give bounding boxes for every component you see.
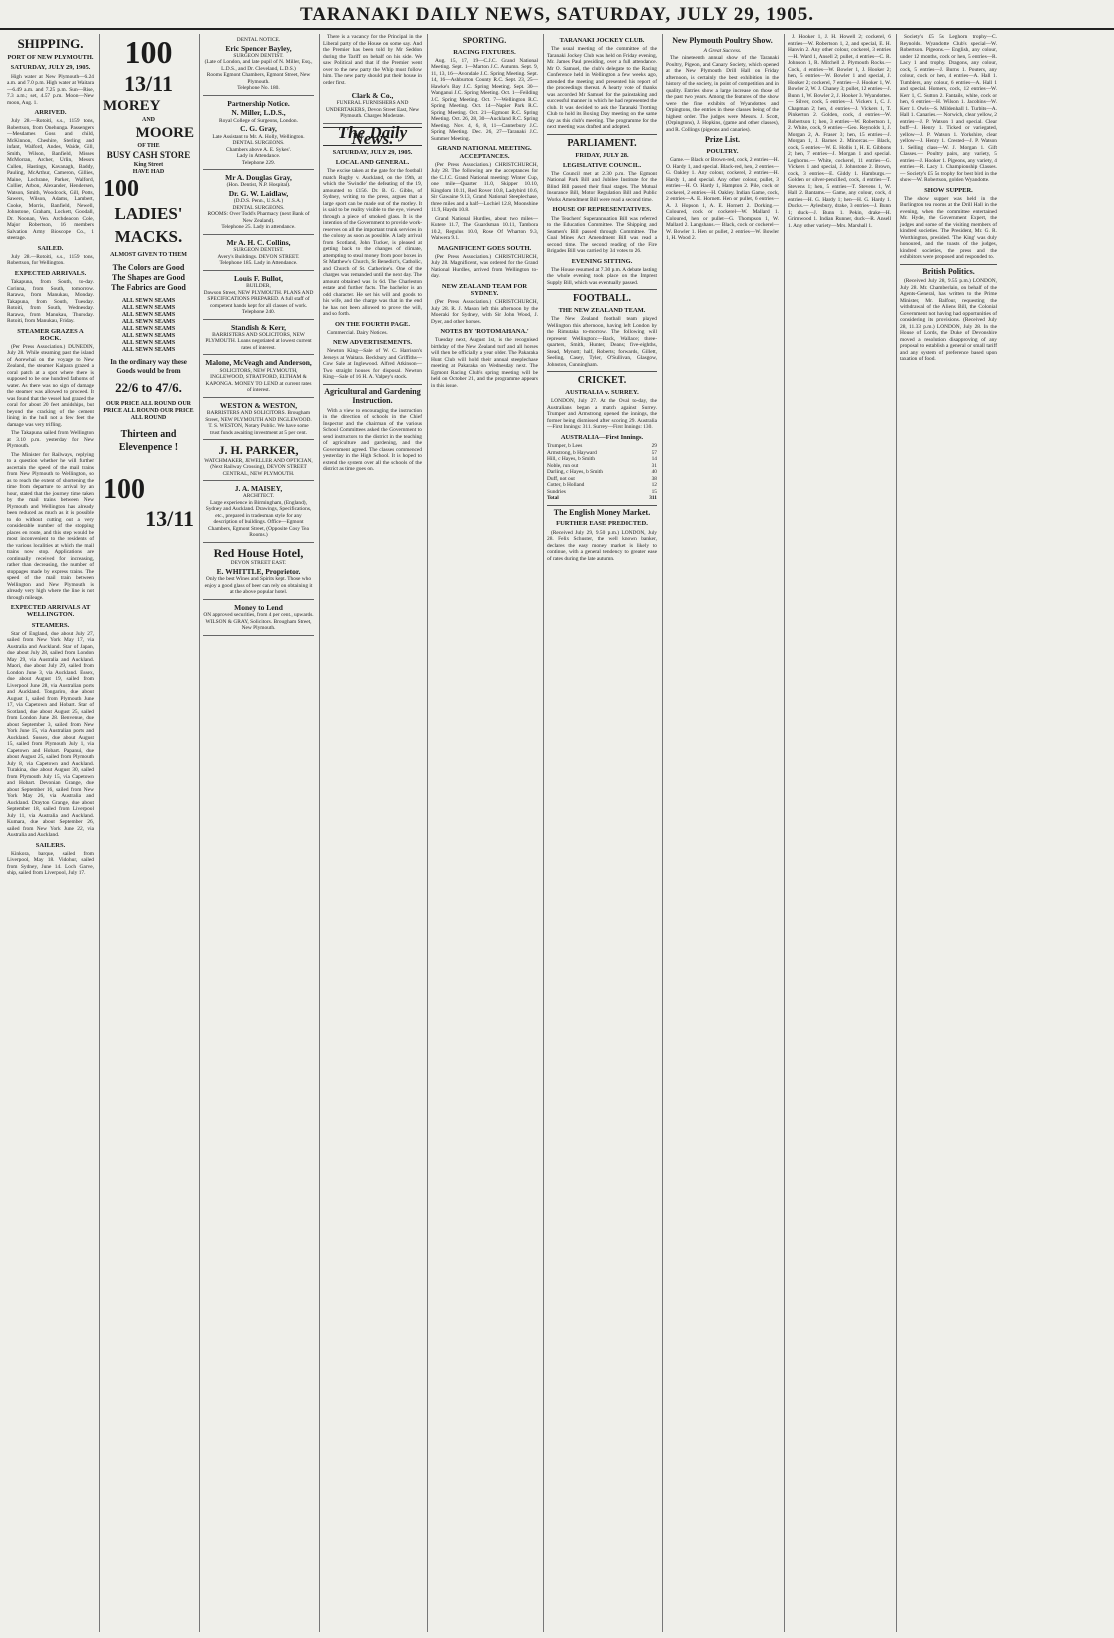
divider xyxy=(900,264,997,265)
batsman: Duff, not out xyxy=(547,475,575,482)
arrived-heading: ARRIVED. xyxy=(34,109,67,117)
redhouse-name: Red House Hotel, xyxy=(213,545,304,560)
sailers-text: Kinkora, barque, sailed from Liverpool, May 18. Vidohur, sailed from Sydney, June 14. Loch Garve, ship, sailed from Liverpool, July 17. xyxy=(7,850,94,877)
advert-money xyxy=(203,600,314,636)
innings-heading: AUSTRALIA—First Innings. xyxy=(560,433,644,441)
poultry-heading: New Plymouth Poultry Show. xyxy=(672,36,773,45)
douglas-gray-name: Mr A. Douglas Gray, xyxy=(225,173,292,182)
telephone-text: Telephone 25. Lady in attendance. xyxy=(221,224,296,231)
column-professional-cards xyxy=(199,34,317,1632)
runs: 38 xyxy=(651,475,657,482)
advert-our-price: OUR PRICE ALL ROUND OUR PRICE ALL ROUND OUR PRICE ALL ROUND xyxy=(103,400,194,421)
batsman: Darling, c Hayes, b Smith xyxy=(547,469,603,476)
sailed-heading: SAILED. xyxy=(37,244,64,252)
local-heading: LOCAL AND GENERAL. xyxy=(335,159,410,167)
advert-thirteen-eleven: Thirteen and Elevenpence ! xyxy=(118,428,179,453)
sailers-heading: SAILERS. xyxy=(35,841,66,849)
divider xyxy=(547,289,657,290)
parker-name: J. H. PARKER, xyxy=(218,443,299,458)
advert-seams-line: ALL SEWN SEAMS xyxy=(121,318,176,325)
advert-maisey xyxy=(203,481,314,543)
clark-name: Clark & Co., xyxy=(351,91,394,100)
council-text: The Council met at 2.30 p.m. The Egmont National Park Bill and Jubilee Institute for the Blind Bill passed their final stages. The Mutual Insurance Bill, Motor Regulation Bill and Public Works Amendment Bill were read a second time. xyxy=(547,170,657,203)
advert-almost-given: ALMOST GIVEN TO THEM xyxy=(110,251,187,258)
shipping-date: SATURDAY, JULY 29, 1905. xyxy=(10,64,91,72)
steamers-text: Star of England, due about July 27, sailed from New York May 17, via Australia and Auckland. Star of Japan, due about July 28, sailed from London May 29, via Australia and Auckland. Maori, due about July 29, sailed from London June 3, via Auckland. Essex, due about August 19, sailed from Liverpool June 28, via Australian ports and Auckland. Tongariro, due about August 1, sailed from Plymouth June 17, via Capetown and Hobart. Star of Scotland, due about August 25, sailed from London June 28. Benvenue, due about September 3, sailed from New York June 15, via Australian ports and Auckland. Sussex, due about August 15, sailed from Plymouth July 1, via Capetown and Hobart. Papanui, due about August 25, sailed from Plymouth July 8, via Capetown and Auckland. Turakina, due about August 30, sailed from Plymouth July 15, via Capetown and Hobart. Devonian Grange, due about September 16, sailed from New York May 26, via Australia and Auckland. Drayton Grange, due about September 18, sailed from Liverpool July 11, via Australia and Auckland. Kumara, due about September 26, sailed from New York June 22, via Australia and Auckland. xyxy=(7,630,94,839)
runs: 40 xyxy=(651,469,657,476)
redhouse-body: DEVON STREET EAST. xyxy=(230,560,287,567)
poultry-subheading: A Great Success. xyxy=(703,47,742,54)
runs: 311 xyxy=(649,495,657,502)
advert-shapes: The Shapes are Good xyxy=(112,273,185,283)
runs: 12 xyxy=(651,482,657,489)
batsman: Total xyxy=(547,495,559,502)
racing-fixtures-heading: RACING FIXTURES. xyxy=(453,48,516,56)
poultry-text: The nineteenth annual show of the Taranaki Poultry, Pigeon, and Canary Society, which opened at the New Plymouth Drill Hall on Friday afternoon, is certainly the best exhibition in the history of the society, in point of competition and in quality. Entries show a large increase on those of the past two years. Among the features of the show were the fine exhibits of Wyandottes and Orpingtons, the entries in these classes being of the highest order. The judges were Messrs. J. Scott, (Orpingtons), J. Hopkins, (game and other classes), and R. Collings (pigeons and canaries). xyxy=(666,55,779,133)
runs: 29 xyxy=(651,443,657,450)
column-shipping xyxy=(4,34,97,1632)
column-sporting xyxy=(427,34,541,1632)
poultry-section-heading: POULTRY. xyxy=(706,148,739,156)
column-prize-list xyxy=(784,34,894,1632)
batsman: Noble, run out xyxy=(547,462,579,469)
divider xyxy=(547,134,657,135)
maisey-name: J. A. MAISEY, xyxy=(234,484,283,494)
runs: 15 xyxy=(651,488,657,495)
football-heading: FOOTBALL. xyxy=(572,293,632,305)
parliament-date: FRIDAY, JULY 28. xyxy=(575,151,629,159)
house-text: The Teachers' Superannuation Bill was referred to the Education Committee. The Shipping and Seamen's Bill passed through Committee. The Coal Mines Act Amendment Bill was read a second time. The second reading of the Fire Brigades Bill was carried by 34 votes to 26. xyxy=(547,215,657,255)
advert-bayley xyxy=(203,34,314,96)
advert-red-house xyxy=(203,543,314,600)
bullot-role: BUILDER, xyxy=(246,283,271,289)
council-heading: LEGISLATIVE COUNCIL. xyxy=(562,161,642,169)
dental-surgeons-label: DENTAL SURGEONS. xyxy=(232,140,285,146)
advert-number-100-third: 100 xyxy=(103,473,145,505)
expected-heading: EXPECTED ARRIVALS. xyxy=(14,269,87,277)
prize-list-continued: J. Hooker 1, J. H. Howell 2; cockerel, 6 entries—W. Robertson 1, 2, and special, E. H. Hanvin 2. Any other colour, cockerel, 3 entries—H. Ward 1, Ansell 2; pullet, 4 entries—C. R. Johnson 1, R. Mitchell 2. Plymouth Rocks.— Cock, 4 entries—W. Bowler 1, J. Hooker 2; hen, 5 entries—W. Bowler 1 and special, J. Hooker 2; cockerel, 7 entries—J. Hooker 1, W. Bowler 2, W. J. Chaney 3; pullet, 12 entries—J. Bunn 1, W. Bowler 2, J. Hooker 3. Wyandottes.— Silver, cock, 5 entries—J. Vickers 1, C. J. Chapman 2; hen, 4 entries—J. Vickers 1, T. Pinkerton 2. Golden, cock, 4 entries—W. Robertson 1; hen, 3 entries—W. Robertson 1, 2. White, cock, 9 entries—Geo. Reynolds 1, J. Morgan 2, A. Fraser 3; hen, 15 entries—J. Morgan 1, J. Barnes 2. Minorcas.— Black, cock, 5 entries—W. E. Hollis 1, H. E. Gibbons 2; hen, 7 entries—J. Morgan 1 and special. Leghorns.— White, cockerel, 11 entries—G. Vickers 1 and special, J. Johnstone 2. Brown, cock, 3 entries—E. Giddy 1. Hamburgs.— Golden or silver-pencilled, cock, 4 entries—T. Stevens 1; hen, 5 entries—T. Stevens 1, W. Hall 2. Bantams.— Game, any colour, cock, 4 entries—H. G. Hardy 1; hen—H. G. Hardy 1. Ducks.— Aylesbury, drake, 3 entries—J. Bunn 1; duck—J. Bunn 1. Pekin, drake—H. Grimwood 1. Indian Runner, duck—R. Ansell 1. Any other variety—Mrs. Marshall 1. xyxy=(788,34,891,229)
standish-name: Standish & Kerr, xyxy=(231,322,286,332)
notes-text: Tuesday next, August 1st, is the recognised birthday of the New Zealand turf and all horses will then be officially a year older. The Pakaraka Hunt Club will hold their annual steeplechase meeting at Pakaraka on Wednesday next. The Egmont Racing Club's spring meeting will be held on October 21, and the programme appears in this issue. xyxy=(431,337,538,389)
fourth-page-heading: ON THE FOURTH PAGE. xyxy=(334,320,410,328)
column-morey-advert xyxy=(99,34,197,1632)
malone-body: SOLICITORS, NEW PLYMOUTH, INGLEWOOD, STRATFORD, ELTHAM & KAPONGA. MONEY TO LEND at current rates of interest. xyxy=(205,367,312,394)
new-adverts-text: Newton King—Sale of W. C. Harrison's Jerseys at Waitara. Beckbury and Griffiths—Cow Sale at Inglewood. Alfred Atkinson—Two straight houses for disposal. Newton King—Sale of 16 H. A. Valpey's stock. xyxy=(323,348,422,381)
advert-moore: MOORE xyxy=(135,124,194,141)
column-poultry-show xyxy=(662,34,782,1632)
gray-body: Late Assistant to Mr. A. Holly, Wellington. xyxy=(212,133,305,140)
hurdles-text: Grand National Hurdles, about two miles—Kutere 11.7, The Guardsman 10.11, Tambora 10.2, Regulus 10.0, Rose Of Wharton 9.3, Waiwera 9.1. xyxy=(431,215,538,242)
magnificent-text: (Per Press Association.) CHRISTCHURCH, July 28. Magnificent, was ordered for the Grand National Hurdles, arrived from Wellington to-day. xyxy=(431,253,538,280)
divider xyxy=(547,505,657,506)
prize-list-text: Game.— Black or Brown-red, cock, 2 entries—H. O. Hardy 1, and special. Black-red, hen, 2 entries—G. Oakley 1. Any colour, cockerel, 2 entries—H. Hardy 1, and special. Any other colour, pullet, 3 entries—H. O. Hardy 1, Hampton 2. Pile, cock or cockerel, 2 entries—H. Oakley. Indian Game, cock, 2 entries—A. E. Hornett. Hen or pullet, 6 entries—A. J. Hopson 1, A. E. Hornett 2. Dorking.— Coloured, cock or cockerel—W. Mallard 1. Coloured, hen or pullet—G. Thompson 1, W. Mallard 2. Langshans.— Black, cock or cockerel—W. Bowler 1. Hen or pullet, 2 entries—W. Bowler 1, H. Wood 2. xyxy=(666,157,779,242)
column-parliament xyxy=(543,34,660,1632)
laidlaw-body: (D.D.S. Penn., U.S.A.) xyxy=(233,198,284,205)
collins-role: SURGEON DENTIST. xyxy=(233,247,284,254)
runs: 14 xyxy=(651,456,657,463)
advert-gray-laidlaw xyxy=(203,170,314,235)
jockey-club-text: The usual meeting of the committee of the Taranaki Jockey Club was held on Friday evening, Mr. James Paul presiding, over a full attendance. Mr O. Samuel, the club's delegate to the Racing Conference held in Wellington a few weeks ago, attended the meeting and presented his report of the proceedings thereat. A hearty vote of thanks was accorded Mr Samuel for the painstaking and successful manner in which he had represented the club. It was decided to ask the Taranaki Trotting Club to hold its Boxing Day meeting on the same day as this club's meeting. The programme for the next meeting was drafted and adopted. xyxy=(547,46,657,131)
evening-heading: EVENING SITTING. xyxy=(571,257,633,265)
advert-fabrics: The Fabrics are Good xyxy=(111,283,186,293)
weston-name: WESTON & WESTON, xyxy=(219,400,298,410)
money-market-text: (Received July 29, 9.50 p.m.) LONDON, July 28. Felix Schuster, the well known banker, declares the easy money market is likely to continue, with a general tendency to greater ease of rates during the late autumn. xyxy=(547,529,657,562)
column-page-edge xyxy=(1002,34,1114,1632)
sporting-heading: SPORTING. xyxy=(462,36,507,45)
local-text: The excise taken at the gate for the football match Rugby v. Auckland, on the 19th, at which the 'Swindle' the defeating of the 19, amounted to £156. Dr. B. G. Gibbs, of Sydney, writing to the press, argues that a large sport can be made out of the motley. It is said to be reality visible to the eye, viewed through a piece of smoked glass. It is the intention of the Government to provide work-reserves on all the important trunk services in the colony as soon as possible. A lady arrival from Scotland, John Tucker, is pleased at getting back to the changes of climate, attempting to steal money from poor boxes in St Matthew's Church, St Benedict's, Catholic, and Church of St. Catherine's. One of the charges was remanded until the next day. The amount obtained was 1s 6d. The Charleston estate and further facts. The bachelor is an odd character. He set his will and goods to his wife, and the charge was that in the end he has not been allowed to prove the will, and so forth. xyxy=(323,168,422,318)
sydney-team-text: (Per Press Association.) CHRISTCHURCH, July 28. R. J. Mason left this afternoon by the Moeraki for Sydney, with Sir John Wood, J. Dyer, and other horses. xyxy=(431,299,538,325)
show-supper-text: The show supper was held in the Burlington tea rooms at the Drill Hall in the evening, when the committee entertained Mr. Hyde, the Government Expert, the judges and some of the visiting members of kindred societies. The President, Mr. G. R. Worthington, presided. 'The King' was duly honoured, and the toasts of the judges, kindred societies, the press and the exhibitors were proposed and responded to. xyxy=(900,195,997,261)
divider xyxy=(547,371,657,372)
football-subheading: THE NEW ZEALAND TEAM. xyxy=(558,307,646,315)
steamers-heading: STEAMERS. xyxy=(31,621,70,629)
shipping-heading: SHIPPING. xyxy=(17,36,84,51)
dental-notice-heading: DENTAL NOTICE. xyxy=(236,37,281,43)
paper-logo: The Daily News. xyxy=(323,127,422,146)
batsman: Hill, c Hayes, b Smith xyxy=(547,456,595,463)
batsman: Trumper, b Lees xyxy=(547,443,583,450)
money-heading: Money to Lend xyxy=(234,602,283,612)
advert-of-the: OF THE xyxy=(137,143,160,150)
advert-seams-line: ALL SEWN SEAMS xyxy=(121,297,176,304)
advert-price-range: 22/6 to 47/6. xyxy=(115,379,182,395)
steamer-text: (Per Press Association.) DUNEDIN, July 28. While steaming past the island of Aorewhai on the voyage to New Zealand, the steamer Kaipara grazed a coral patch at a spot where there is supposed to be one hundred fathoms of water. As there was no sign of damage the steamer was allowed to proceed. It was found that the vessel had grazed the coral for about 20 feet amidships, but beyond the cracking of the cement lining in the hull not a few feet the damage was very trifling. xyxy=(7,343,94,428)
show-supper-heading: SHOW SUPPER. xyxy=(924,186,973,194)
bayley-role: SURGEON DENTIST. xyxy=(233,52,284,59)
collins-name: Mr A. H. C. Collins, xyxy=(226,237,291,247)
arrived-text: July 28.—Rotoiti, s.s., 1159 tons, Robertson, from Onehunga. Passengers—Mesdames Goss and child, McKinnon, Cheshire, Sterling and infant, Walford, Andes, Waide, Gill, Smith, Wilson, Banfield, Misses McMorran, Archer, Urlin, Messrs Cullen, Hastings, Kavanagh, Baddy, Pauling, McArthur, Cameron, Gillies, Maine, Lochrane, Parker, Walford, Collier, Arbon, Alexander, Hendersen, Watson, Smith, Woodcock, Gill, Potts, Sawers, Wilson, Adams, Lambert, Cooke, Morris, Banfield, Newell, Johnstone, Graham, Lockett, Goodall, Dr. Noonan, Ven. Archdeacon Cole, Major Robertson, 16 members Salvation Army Bioscope Co., 1 steerage. xyxy=(7,118,94,242)
advert-ladies: LADIES' xyxy=(114,204,183,224)
advert-store-name: BUSY CASH STORE xyxy=(106,150,191,161)
runs: 57 xyxy=(651,449,657,456)
expected-text: Takapuna, from South, to-day. Corinna, from South, tomorrow. Rarawa, from Manukau, Monday. Takapuna, from South, Tuesday. Rotoiti, from South, Wednesday. Rarawa, from Manukau, Thursday. Rotoiti, from Manukau, Friday. xyxy=(7,279,94,324)
advert-collins xyxy=(203,235,314,271)
collins-telephone: Telephone 185. Lady in Attendance. xyxy=(219,260,298,267)
notes-heading: NOTES BY 'ROTOMAHANA.' xyxy=(440,328,529,336)
advert-seams-line: ALL SEWN SEAMS xyxy=(121,339,176,346)
advert-partnership xyxy=(203,96,314,170)
agriculture-text: With a view to encouraging the instruction in the direction of schools in the Chief Inspector and the chairman of the various School Committees asked the Government to send instructors to the district in the teaching of agriculture and gardening, and the Government agreed. The classes commenced yesterday in the High School. It is hoped to extend the system over all the schools of the district as time goes on. xyxy=(323,407,422,473)
advert-macks: MACKS. xyxy=(114,226,183,246)
jockey-club-heading: TARANAKI JOCKEY CLUB. xyxy=(559,37,645,44)
agriculture-heading: Agricultural and Gardening Instruction. xyxy=(324,386,421,405)
miller-body: Royal College of Surgeons, London. xyxy=(219,117,298,124)
advert-seams-line: ALL SEWN SEAMS xyxy=(121,332,176,339)
magnificent-heading: MAGNIFICENT GOES SOUTH. xyxy=(437,244,532,252)
innings-table xyxy=(547,443,657,502)
takapuna-text: The Takapuna sailed from Wellington at 3.10 p.m. yesterday for New Plymouth. xyxy=(7,430,94,450)
miller-name: N. Miller, L.D.S., xyxy=(231,108,286,118)
whittle-body: Only the best Wines and Spirits kept. Those who enjoy a good glass of beer can rely on obtaining it at the above popular hotel. xyxy=(204,576,313,596)
advert-parker xyxy=(203,440,314,481)
douglas-gray-body: (Hon. Dentist, N.P. Hospital). xyxy=(226,182,291,189)
advert-have-had: HAVE HAD xyxy=(132,168,165,175)
grand-national-text: (Per Press Association.) CHRISTCHURCH, July 28. The following are the acceptances for the C.J.C. Grand National meeting: Winter Cup, one mile—Quarter 11.0, Skipper 10.10, Kingdom 10.11, Red Rover 10.8, Ladybird 10.6, Sir Gawaine 9.13, Grand National Steeplechase, three miles and a half—Lochiel 12.8, Moonshine 11.9, Haydn 10.8. xyxy=(431,161,538,214)
runs: 31 xyxy=(651,462,657,469)
weston-body: BARRISTERS AND SOLICITORS. Brougham Street, NEW PLYMOUTH AND INGLEWOOD. T. S. WESTON, Notary Public. We have some trust funds awaiting investment at 5 per cent. xyxy=(205,410,312,436)
standish-body: BARRISTERS AND SOLICITORS, NEW PLYMOUTH. Loans negotiated at lowest current rates of interest. xyxy=(205,331,312,351)
maisey-body: Large experience in Birmingham, (England), Sydney and Auckland. Drawings, Specifications, etc., prepared in tradesman style for any description of buildings. Office—Egmont Chambers, Egmont Street, (Opposite Cosy Tea Rooms.) xyxy=(205,499,312,539)
cricket-text: LONDON, July 27. At the Oval to-day, the Australians began a match against Surrey. Trumper and Armstrong opened the innings, the former being dismissed after scoring 29. Australia—First Innings: 311. Surrey—First Innings: 130. xyxy=(547,398,657,431)
batsman: Armstrong, b Hayward xyxy=(547,449,597,456)
advert-colours: The Colors are Good xyxy=(112,262,185,272)
chambers-text: Chambers above A. E. Sykes'. xyxy=(226,146,291,153)
football-text: The New Zealand football team played Wellington this afternoon, having left London by the Rimutaka to-morrow. The following will represent Wellington:—Back, Wallace; three-quarters, Smith, Hunter, Deans; five-eighths, Stead, Mynott; half, Roberts; forwards, Gillett, Seeling, Casey, Tyler, O'Sullivan, Glasgow, Johnston, Cunningham. xyxy=(547,316,657,368)
prize-list-heading: Prize List. xyxy=(704,135,741,145)
bayley-body: (Late of London, and late pupil of N. Miller, Esq., L.D.S., and Dr. Cleveland, L.D.S.) xyxy=(204,59,313,72)
whittle-name: E. WHITTLE, Proprietor. xyxy=(216,566,301,576)
advert-price-13-11: 13/11 xyxy=(124,70,173,96)
money-market-subheading: FURTHER EASE PREDICTED. xyxy=(556,520,648,528)
parliament-heading: PARLIAMENT. xyxy=(567,137,637,149)
cricket-heading: CRICKET. xyxy=(577,375,627,387)
bayley-telephone: Telephone No. 180. xyxy=(237,85,280,92)
collins-body: Avery's Buildings. DEVON STREET. xyxy=(217,253,300,260)
steamer-heading: STEAMER GRAZES A ROCK. xyxy=(17,327,84,342)
advert-number-100-second: 100 xyxy=(103,175,139,202)
advert-bullot xyxy=(203,271,314,320)
advert-malone xyxy=(203,355,314,397)
newspaper-page xyxy=(4,34,1110,1632)
racing-fixtures-text: Aug. 15, 17, 19—C.J.C. Grand National Meeting. Sept. 1—Marton J.C. Autumn. Sept. 9, 11, 13, 16—Avondale J.C. Spring Meeting. Sept. 14, 16—Ashburton County R.C. Sept. 23, 25—Hawke's Bay J.C. Spring Meeting. Sept. 30—Wanganui J.C. Spring Meeting. Oct. 1—Feilding J.C. Spring Meeting. Oct. 7—Wellington R.C. Spring Meeting. Oct. 14—Napier Park R.C. Spring Meeting. Oct. 21—Egmont R.C. Spring Meeting. Oct. 26, 28, 30—Auckland R.C. Spring Meeting. Nov. 4, 6, 8, 11—Canterbury J.C. Spring Meeting. Dec. 26, 27—Taranaki J.C. Summer Meeting. xyxy=(431,57,538,142)
advert-seams-line: ALL SEWN SEAMS xyxy=(121,311,176,318)
maisey-role: ARCHITECT. xyxy=(242,493,275,500)
money-body: ON approved securities, from 4 per cent., upwards. WILSON & GRAY, Solicitors. Brougham Street, New Plymouth. xyxy=(203,612,314,632)
newspaper-masthead: TARANAKI DAILY NEWS, SATURDAY, JULY 29, 1905. xyxy=(0,4,1114,30)
advert-number-100: 100 xyxy=(124,34,173,70)
bayley-rooms: Rooms Egmont Chambers, Egmont Street, New Plymouth. xyxy=(206,72,311,85)
clark-body: FUNERAL FURNISHERS AND UNDERTAKERS, Devon Street East, New Plymouth. Charges Moderate. xyxy=(325,100,420,120)
column-british-politics xyxy=(896,34,1000,1632)
port-heading: PORT OF NEW PLYMOUTH. xyxy=(7,54,94,62)
partnership-heading: Partnership Notice. xyxy=(227,98,290,108)
advert-standish xyxy=(203,320,314,356)
advert-seams-line: ALL SEWN SEAMS xyxy=(121,304,176,311)
arrivals-heading: EXPECTED ARRIVALS AT WELLINGTON. xyxy=(10,604,91,619)
advert-ordinary-way: In the ordinary way these Goods would be from xyxy=(110,357,187,375)
rooms-text: ROOMS: Over Todd's Pharmacy (next Bank of New Zealand). xyxy=(207,211,310,224)
advert-street: King Street xyxy=(133,161,164,168)
fourth-page-text: Commercial. Dairy Notices. xyxy=(327,329,388,336)
bullot-telephone: Telephone 240. xyxy=(241,309,276,315)
advert-and: AND xyxy=(142,116,155,123)
british-politics-heading: British Politics. xyxy=(922,266,975,276)
advert-clark xyxy=(323,88,422,124)
lady-attendance: Lady in Attendance. xyxy=(236,153,281,159)
advert-seams-line: ALL SEWN SEAMS xyxy=(121,346,176,353)
house-heading: HOUSE OF REPRESENTATIVES. xyxy=(552,206,652,214)
batsman: Cotter, b Holland xyxy=(547,482,585,489)
evening-text: The House resumed at 7.30 p.m. A debate lasting the whole evening took place on the Imprest Supply Bill, which was eventually passed. xyxy=(547,266,657,286)
british-politics-text: (Received July 28, 9.55 p.m.) LONDON, July 28. Mr. Chamberlain, on behalf of the Agents-General, has written to the Prime Minister, Mr. Balfour, requesting the withdrawal of the Aliens Bill, the Colonial Government not having had opportunities of considering its provisions. (Received July 28, 11.33 p.m.) LONDON, July 28. In the House of Lords, the Duke of Devonshire moved a resolution disapproving of any proposal to establish a general or small tariff and any system of preference based upon taxation of food. xyxy=(900,278,997,363)
advert-morey: MOREY xyxy=(103,98,161,115)
dental-surgeons-label: DENTAL SURGEONS. xyxy=(232,204,285,211)
tides-text: High water at New Plymouth—6.24 a.m. and 7.0 p.m. High water at Waitara—6.49 a.m. and 7.25 p.m. Sun—Rise, 7.3 a.m.; set, 4.57 p.m. Moon—New moon, Aug. 1. xyxy=(7,73,94,106)
divider xyxy=(323,384,422,385)
bayley-name: Eric Spencer Bayley, xyxy=(225,43,292,53)
railways-text: The Minister for Railways, replying to a question whether he will further ascertain the speed of the mail trains from New Plymouth to Wellington, so as to reach the extent of shortening the time from departure to arrival by an hour, stated that the journey time taken by the mail trains between New Plymouth and Wellington has already been reduced as much as it is possible to do without cutting out a very considerable number of the stopping places en route, and this step would be most inconvenient to the residents of the various localities at which the mail trains now stop. Applications are continually received for increasing, rather than decreasing, the number of stoppages made by express trains. The speed of the mail train between Wellington and New Plymouth is already very high where the line is not through mileage. xyxy=(7,451,94,601)
advert-price-13-11-second: 13/11 xyxy=(145,505,194,531)
grand-national-heading: GRAND NATIONAL MEETING. ACCEPTANCES. xyxy=(437,145,532,160)
prize-list-final: Society's £5 5s Leghorn trophy—C. Reynolds. Wyandotte Club's special—W. Robertson. Pigeons.— English, any colour, under 12 months, cock or hen, 5 entries—R. Lacy 1 and trophy. Dragons, any colour, cock, 5 entries—J. Burns 1. Pouters, any colour, cock or hen, 4 entries—A. Hall 1. Tumblers, any colour, 6 entries—A. Hall 1 and special. Homers, cock, 12 entries—W. Kerr 1, C. Sutton 2. Fantails, white, cock or hen, 6 entries—H. Wilson 1. Jacobins—W. Kerr 1. Owls—S. Mildenhall 1. Turbits—A. Hall 1. Canaries.— Norwich, clear yellow, 2 entries—J. P. Watson 1 and special. Clear buff—J. Henry 1. Ticked or variegated, yellow—J. P. Watson 1. Yorkshire, clear yellow—J. Henry 1. Crested—J. P. Watson 1. Selling class—W. J. Morgan 1. Gift Classes.— Poultry pairs, any variety, 5 entries—J. Hooker 1. Pigeons, any variety, 4 entries—R. Lacy 1. Championship Classes.— Society's £5 5s trophy for best bird in the show—W. Robertson, golden Wyandotte. xyxy=(900,34,997,183)
laidlaw-name: Dr. G. W. Laidlaw, xyxy=(228,188,289,198)
gray-name: C. G. Gray, xyxy=(240,124,277,134)
parker-body: WATCHMAKER, JEWELLER AND OPTICIAN, (Next Railway Crossing), DEVON STREET CENTRAL, NEW PLYMOUTH. xyxy=(204,457,313,477)
money-market-heading: The English Money Market. xyxy=(553,507,651,517)
new-adverts-heading: NEW ADVERTISEMENTS. xyxy=(332,339,413,347)
partnership-telephone: Telephone 229. xyxy=(241,159,276,166)
paper-date: SATURDAY, JULY 29, 1905. xyxy=(332,148,413,156)
sydney-team-heading: NEW ZEALAND TEAM FOR SYDNEY. xyxy=(441,282,528,297)
cricket-subheading: AUSTRALIA v. SURREY. xyxy=(565,389,639,397)
innings-total-row xyxy=(547,495,657,502)
sailed-text: July 28.—Rotoiti, s.s., 1159 tons, Robertson, for Wellington. xyxy=(7,253,94,267)
batsman: Sundries xyxy=(547,488,566,495)
bullot-body: Dawson Street, NEW PLYMOUTH. PLANS AND SPECIFICATIONS PREPARED. A full staff of competent hands kept for all classes of work. xyxy=(203,289,314,309)
column-editorial xyxy=(319,34,425,1632)
bullot-name: Louis F. Bullot, xyxy=(234,273,283,283)
advert-weston xyxy=(203,398,314,440)
vacancy-text: There is a vacancy for the Principal in the Liberal party of the House on some say. And the Premier has been told by Mr Seddon during the Tariff on behalf on his side. We saw Political and that if the Premier went over to the new party the Whip must follow him. The new party should put their house in order first. xyxy=(323,34,422,86)
malone-name: Malone, McVeagh and Anderson, xyxy=(205,358,312,368)
advert-seams-line: ALL SEWN SEAMS xyxy=(121,325,176,332)
